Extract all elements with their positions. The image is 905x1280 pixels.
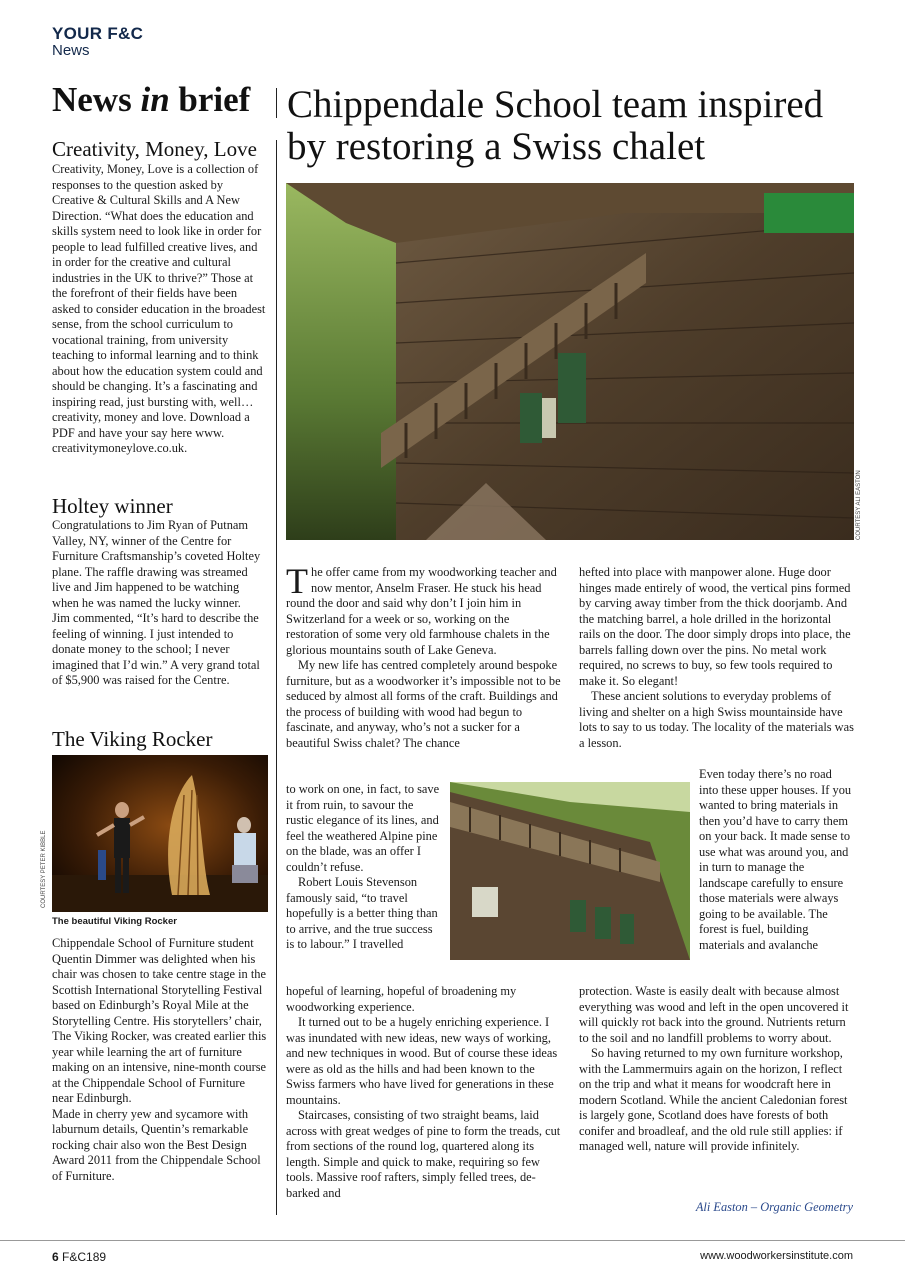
page-number: 6 — [52, 1250, 59, 1264]
viking-photo-credit: COURTESY PETER KIBBLE — [41, 830, 47, 908]
viking-photo-caption: The beautiful Viking Rocker — [52, 916, 177, 927]
drop-cap: T — [286, 561, 308, 601]
paragraph: Staircases, consisting of two straight beams, laid across with great wedges of pine to form the treads, cut from sections of the round log, quartered along its length. Simple and quick to make, requiring so few tools. Massive roof rafters, simply felled trees, de-barked and — [286, 1108, 561, 1200]
article-column-1-bottom — [286, 984, 561, 1201]
paragraph: Robert Louis Stevenson famously said, “to travel hopefully is a better thing than to arrive, and the true success is to labour.” I travelled — [286, 875, 438, 951]
brief-body-creativity — [52, 162, 268, 457]
chalet-photo — [286, 183, 854, 540]
title-divider — [276, 88, 277, 118]
paragraph: Creativity, Money, Love is a collection of responses to the question asked by Creative & Cultural Skills and A New Direction. “What does the education and skills system need to look like in order for people to lead fulfilled creative lives, and in order for the creative and cultural industries in the UK to thrive?” Those at the forefront of their fields have been asked to consider education in the broadest sense, from the school curriculum to vocational training, from university teaching to informal learning and to think about how the education system could and should be changing. It’s a fascinating and inspiring read, just bursting with, well… creativity, money and love. Download a PDF and have your say here www. creativitymoneylove.co.uk. — [52, 162, 266, 455]
footer-url[interactable]: www.woodworkersinstitute.com — [700, 1250, 853, 1262]
paragraph: Even today there’s no road into these upper houses. If you wanted to bring materials in then you’d have to carry them on your back. It made sense to use what was around you, and in turn to manage the landscape carefully to ensure those materials were always going to be available. The forest is fuel, building materials and avalanche — [699, 767, 852, 952]
footer-rule — [0, 1240, 905, 1241]
viking-rocker-photo — [52, 755, 268, 912]
article-column-2-wrap — [699, 767, 854, 953]
footer-folio — [52, 1250, 106, 1264]
paragraph: The offer came from my woodworking teacher and now mentor, Anselm Fraser. He stuck his head round the door and said why don’t I join him in Switzerland for a week or so, working on the restoration of some very old farmhouse chalets in the glorious mountains south of Lake Geneva. — [286, 561, 557, 657]
article-column-2-bottom — [579, 984, 854, 1155]
article-column-2 — [579, 565, 854, 751]
paragraph: These ancient solutions to everyday problems of living and shelter on a high Swiss mountainside have lots to say to us today. The locality of the materials was a lesson. — [579, 689, 854, 750]
article-column-1 — [286, 561, 561, 751]
news-in-brief-title: News in brief — [52, 80, 251, 119]
column-divider — [276, 140, 277, 1215]
section-label: News — [52, 42, 90, 59]
chalet-balcony-photo — [450, 782, 690, 960]
paragraph: to work on one, in fact, to save it from ruin, to savour the rustic elegance of its lines, and feel the weathered Alpine pine on the blade, was an offer I couldn’t refuse. — [286, 782, 440, 874]
paragraph: Chippendale School of Furniture student Quentin Dimmer was delighted when his chair was chosen to take centre stage in the Scottish International Storytelling Festival based on Edinburgh’s Royal Mile at the Storytelling Centre. His storytellers’ chair, The Viking Rocker, was created earlier this year while learning the art of furniture making on an intensive, nine-month course at the Chippendale School of Furniture near Edinburgh. — [52, 936, 267, 1105]
paragraph: hefted into place with manpower alone. Huge door hinges made entirely of wood, the vertical pins formed by carving away timber from the thick doorjamb. And the matching barrel, a hole drilled in the horizontal rails on the door. The door simply drops into place, the barrels falling down over the pins. No metal work required, no screws to buy, so few tools required to make it. So elegant! — [579, 565, 851, 688]
magazine-kicker: YOUR F&C — [52, 24, 144, 43]
article-signoff: Ali Easton – Organic Geometry — [695, 1200, 853, 1214]
paragraph: Jim commented, “It’s hard to describe the feeling of winning. I just intended to donate money to the school; I never imagined that I’d win.” A very grand total of $5,900 was raised for the Centre. — [52, 611, 260, 687]
brief-heading-creativity: Creativity, Money, Love — [52, 137, 257, 161]
article-column-1-wrap — [286, 782, 441, 953]
paragraph: It turned out to be a hugely enriching experience. I was inundated with new ideas, new ways of working, and new techniques in wood. But of course these ideas were as old as the hills and had been known to the Swiss farmers who have lived for generations in these mountains. — [286, 1015, 558, 1107]
brief-body-viking — [52, 936, 268, 1184]
chalet-photo-credit: COURTESY ALI EASTON — [856, 470, 862, 540]
paragraph: So having returned to my own furniture workshop, with the Lammermuirs again on the horizon, I reflect on the trip and what it means for woodcraft here in modern Scotland. While the ancient Caledonian forest is largely gone, Scotland does have forests of both conifer and broadleaf, and the old rule still applies: if managed well, nature will provide infinitely. — [579, 1046, 848, 1153]
brief-heading-holtey: Holtey winner — [52, 494, 173, 518]
paragraph: Congratulations to Jim Ryan of Putnam Valley, NY, winner of the Centre for Furniture Craftsmanship’s coveted Holtey plane. The raffle drawing was streamed live and Jim happened to be watching when he was named the lucky winner. — [52, 518, 261, 610]
issue-number: F&C189 — [62, 1250, 107, 1264]
article-title: Chippendale School team inspired by restoring a Swiss chalet — [287, 83, 824, 168]
paragraph: Made in cherry yew and sycamore with laburnum details, Quentin’s remarkable rocking chair also won the Best Design Award 2011 from the Chippendale School of Furniture. — [52, 1106, 261, 1183]
paragraph: protection. Waste is easily dealt with because almost everything was wood and left in the open uncovered it will quickly rot back into the ground. Nutrients return to the soil and no landfill problems to worry about. — [579, 984, 849, 1045]
brief-body-holtey — [52, 518, 268, 689]
brief-heading-viking: The Viking Rocker — [52, 727, 213, 751]
paragraph: My new life has centred completely around bespoke furniture, but as a woodworker it’s impossible not to be seduced by almost all forms of the craft. Buildings and the process of building with wood had begun to fascinate, and anyway, who’s not a sucker for a beautiful Swiss chalet? The chance — [286, 658, 561, 750]
paragraph: hopeful of learning, hopeful of broadening my woodworking experience. — [286, 984, 517, 1014]
